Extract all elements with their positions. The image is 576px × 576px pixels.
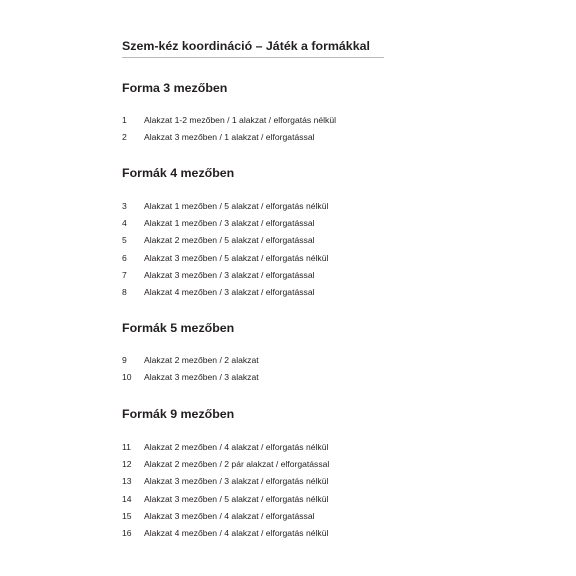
item-label: Alakzat 3 mezőben / 3 alakzat / elforgatás nélkül: [144, 476, 329, 487]
item-label: Alakzat 1-2 mezőben / 1 alakzat / elforgatás nélkül: [144, 115, 337, 125]
item-label: Alakzat 3 mezőben / 4 alakzat / elforgatással: [144, 510, 315, 521]
list-item[interactable]: [122, 491, 384, 508]
item-number: 2: [122, 132, 127, 143]
item-number: 8: [122, 286, 127, 297]
exercise-list-formak-5: [122, 352, 384, 386]
list-item[interactable]: [122, 198, 384, 215]
item-label: Alakzat 1 mezőben / 3 alakzat / elforgatással: [144, 218, 315, 229]
list-item[interactable]: [122, 473, 384, 490]
item-label: Alakzat 2 mezőben / 2 alakzat: [144, 355, 259, 365]
item-number: 11: [122, 442, 131, 452]
exercise-list-formak-4: [122, 198, 384, 301]
list-item[interactable]: [122, 439, 384, 456]
item-number: 1: [122, 115, 127, 125]
list-item[interactable]: [122, 352, 384, 369]
list-item[interactable]: [122, 525, 384, 542]
item-label: Alakzat 4 mezőben / 4 alakzat / elforgatás nélkül: [144, 527, 329, 538]
item-label: Alakzat 2 mezőben / 4 alakzat / elforgatás nélkül: [144, 442, 329, 452]
list-item[interactable]: [122, 284, 384, 301]
item-label: Alakzat 3 mezőben / 5 alakzat / elforgatás nélkül: [144, 493, 329, 504]
document-page: [122, 38, 384, 538]
item-number: 5: [122, 235, 127, 246]
item-label: Alakzat 2 mezőben / 5 alakzat / elforgatással: [144, 235, 315, 246]
section-title-formak-4: Formák 4 mezőben: [122, 166, 235, 180]
list-item[interactable]: [122, 508, 384, 525]
item-label: Alakzat 3 mezőben / 3 alakzat / elforgatással: [144, 269, 315, 280]
document-title: Szem-kéz koordináció – Játék a formákkal: [122, 38, 384, 58]
item-number: 6: [122, 252, 127, 263]
list-item[interactable]: [122, 112, 384, 129]
section-title-formak-5: Formák 5 mezőben: [122, 321, 235, 335]
exercise-list-forma-3: [122, 112, 384, 146]
list-item[interactable]: [122, 369, 384, 386]
item-number: 3: [122, 201, 127, 211]
section-title-formak-9: Formák 9 mezőben: [122, 407, 235, 421]
item-number: 15: [122, 510, 132, 521]
item-label: Alakzat 2 mezőben / 2 pár alakzat / elforgatással: [144, 459, 330, 470]
list-item[interactable]: [122, 456, 384, 473]
item-number: 13: [122, 476, 132, 487]
exercise-list-formak-9: [122, 439, 384, 542]
list-item[interactable]: [122, 267, 384, 284]
item-label: Alakzat 3 mezőben / 3 alakzat: [144, 372, 259, 383]
item-label: Alakzat 1 mezőben / 5 alakzat / elforgatás nélkül: [144, 201, 329, 211]
item-number: 16: [122, 527, 132, 538]
item-number: 14: [122, 493, 132, 504]
item-number: 7: [122, 269, 127, 280]
item-number: 9: [122, 355, 127, 365]
item-label: Alakzat 4 mezőben / 3 alakzat / elforgatással: [144, 286, 315, 297]
list-item[interactable]: [122, 250, 384, 267]
section-title-forma-3: Forma 3 mezőben: [122, 81, 228, 95]
item-label: Alakzat 3 mezőben / 1 alakzat / elforgatással: [144, 132, 315, 143]
item-number: 4: [122, 218, 127, 229]
list-item[interactable]: [122, 232, 384, 249]
item-label: Alakzat 3 mezőben / 5 alakzat / elforgatás nélkül: [144, 252, 329, 263]
item-number: 10: [122, 372, 132, 383]
list-item[interactable]: [122, 215, 384, 232]
list-item[interactable]: [122, 129, 384, 146]
item-number: 12: [122, 459, 132, 470]
